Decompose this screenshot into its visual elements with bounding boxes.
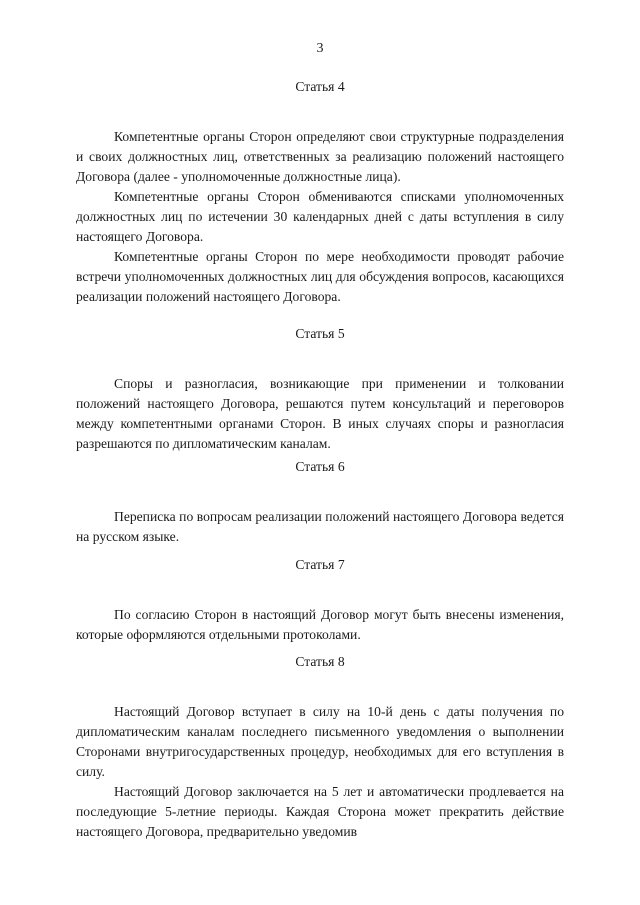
article-paragraph: Компетентные органы Сторон обмениваются списками уполномоченных должностных лиц по истечении 30 календарных дней с даты вступления в силу настоящего Договора. (76, 189, 564, 244)
article-4 (76, 77, 564, 307)
page-number: 3 (316, 41, 324, 56)
article-heading: Статья 6 (295, 459, 345, 474)
article-paragraph: Переписка по вопросам реализации положений настоящего Договора ведется на русском языке. (76, 509, 564, 544)
article-5 (76, 324, 564, 454)
article-6 (76, 457, 564, 547)
article-7 (76, 555, 564, 645)
article-paragraph: Настоящий Договор вступает в силу на 10-й день с даты получения по дипломатическим каналам последнего письменного уведомления о выполнении Сторонами внутригосударственных процедур, необходимых для его вступления в силу. (76, 704, 564, 779)
article-heading: Статья 8 (295, 654, 345, 669)
article-paragraph: Компетентные органы Сторон определяют свои структурные подразделения и своих должностных лиц, ответственных за реализацию положений настоящего Договора (далее - уполномоченные должностные лица). (76, 129, 564, 184)
article-heading: Статья 4 (295, 79, 345, 94)
article-heading: Статья 5 (295, 326, 345, 341)
article-8 (76, 652, 564, 842)
article-paragraph: Настоящий Договор заключается на 5 лет и автоматически продлевается на последующие 5-летние периоды. Каждая Сторона может прекратить действие настоящего Договора, предварительно уведомив (76, 784, 564, 839)
article-paragraph: По согласию Сторон в настоящий Договор могут быть внесены изменения, которые оформляются отдельными протоколами. (76, 607, 564, 642)
article-paragraph: Споры и разногласия, возникающие при применении и толковании положений настоящего Договора, решаются путем консультаций и переговоров между компетентными органами Сторон. В иных случаях споры и разногласия разрешаются по дипломатическим каналам. (76, 376, 564, 451)
article-paragraph: Компетентные органы Сторон по мере необходимости проводят рабочие встречи уполномоченных должностных лиц для обсуждения вопросов, касающихся реализации положений настоящего Договора. (76, 249, 564, 304)
article-heading: Статья 7 (295, 557, 345, 572)
